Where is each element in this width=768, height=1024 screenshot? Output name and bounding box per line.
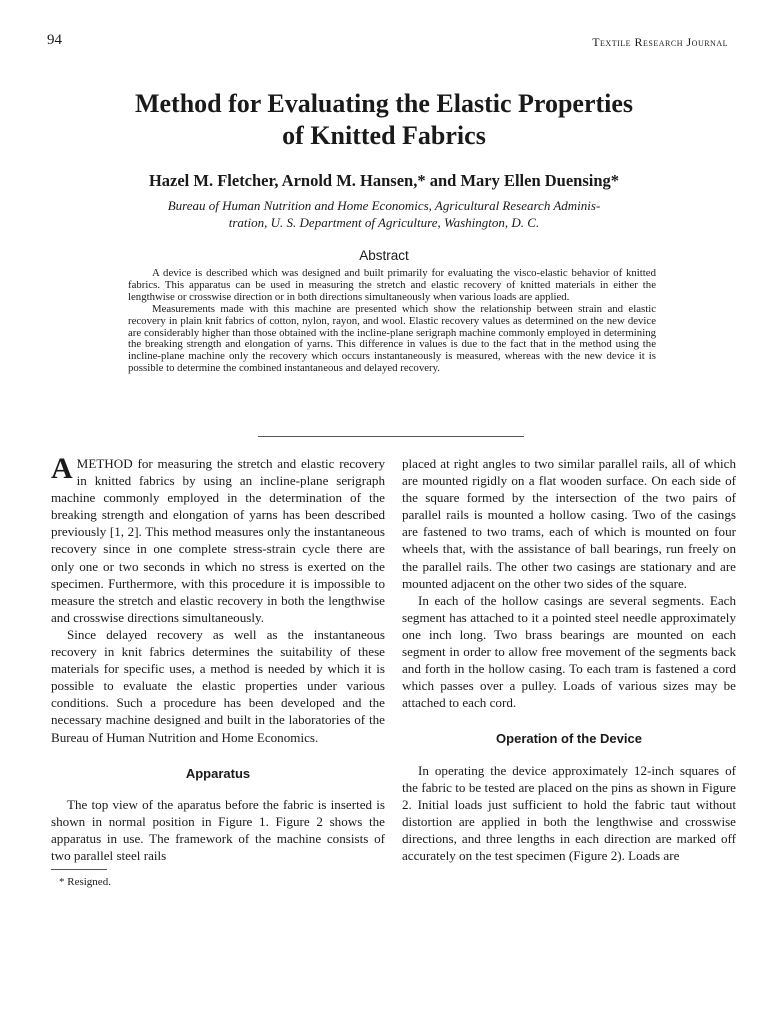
body-paragraph-6: In operating the device approximately 12-inch squares of the fabric to be tested are placed on the pins as shown in Figure 2. Initial loads just sufficient to hold the fabric taut without distortion are applied in both the lengthwise and crosswise directions, and three lengths in each direction are marked off accurately on the test specimen (Figure 2). Loads are	[402, 762, 736, 863]
title-line-1: Method for Evaluating the Elastic Properties	[134, 89, 634, 118]
section-divider	[258, 436, 524, 437]
abstract-heading: Abstract	[359, 248, 409, 263]
section-heading-operation: Operation of the Device	[496, 731, 642, 747]
abstract	[128, 268, 656, 375]
body-column-right	[402, 455, 736, 864]
body-paragraph-3: The top view of the aparatus before the fabric is inserted is shown in normal position in Figure 1. Figure 2 shows the apparatus in use. The framework of the machine consists of two parallel steel rails	[51, 796, 385, 863]
article-title	[40, 88, 728, 152]
affiliation-line-1: Bureau of Human Nutrition and Home Economics, Agricultural Research Adminis-	[167, 198, 601, 213]
journal-name: Textile Research Journal	[592, 35, 728, 49]
drop-cap: A	[51, 452, 73, 485]
affiliation	[120, 197, 648, 231]
body-paragraph-1	[51, 452, 385, 626]
title-line-2: of Knitted Fabrics	[282, 121, 486, 150]
body-paragraph-4: placed at right angles to two similar parallel rails, all of which are mounted rigidly on a flat wooden surface. On each side of the square formed by the intersection of the two pairs of parallel rails is mounted a hollow casing. Two of the casings are fastened to two trams, each of which is mounted on four wheels that, with the assistance of ball bearings, run freely on the parallel rails. The other two casings are stationary and are mounted adjacent on the other two sides of the square.	[402, 456, 736, 591]
abstract-paragraph-2: Measurements made with this machine are presented which show the relationship between strain and elastic recovery in plain knit fabrics of cotton, nylon, rayon, and wool. Elastic recovery values as determined on the new device are considerably higher than those obtained with the incline-plane serigraph machine commonly employed in determining the breaking strength and elongation of yarns. This difference in values is due to the fact that in the method using the incline-plane machine only the recovery which occurs instantaneously is measured, whereas with the new device it is possible to determine the combined instantaneous and delayed recovery.	[128, 302, 656, 375]
footnote: * Resigned.	[59, 876, 111, 889]
body-column-left	[51, 452, 385, 891]
abstract-paragraph-1: A device is described which was designed and built primarily for evaluating the visco-elastic behavior of knitted fabrics. This apparatus can be used in measuring the stretch and elastic recovery of knitted materials in either the lengthwise or crosswise direction or in both directions simultaneously when various loads are applied.	[128, 267, 656, 303]
affiliation-line-2: tration, U. S. Department of Agriculture, Washington, D. C.	[228, 215, 540, 230]
author-list: Hazel M. Fletcher, Arnold M. Hansen,* and Mary Ellen Duensing*	[148, 171, 620, 190]
body-paragraph-2: Since delayed recovery as well as the instantaneous recovery in knit fabrics determines the suitability of these materials for specific uses, a method is needed by which it is possible to evaluate the elastic properties under various conditions. Such a procedure has been developed and the necessary machine designed and built in the laboratories of the Bureau of Human Nutrition and Home Economics.	[51, 626, 385, 745]
page-number: 94	[47, 32, 62, 48]
body-paragraph-1-text: METHOD for measuring the stretch and elastic recovery in knitted fabrics by using an incline-plane serigraph machine commonly employed in the determination of the breaking strength and elongation of yarns has been described previously [1, 2]. This method measures only the instantaneous recovery since in one complete stress-strain cycle there are only one or two seconds in which no stress is exerted on the specimen. Furthermore, with this procedure it is impossible to measure the stretch and elastic recovery in both the lengthwise and crosswise directions simultaneously.	[51, 456, 385, 625]
footnote-rule	[51, 869, 107, 870]
body-paragraph-5: In each of the hollow casings are several segments. Each segment has attached to it a pointed steel needle approximately one inch long. Two brass bearings are mounted on each segment in order to allow free movement of the segments back and forth in the hollow casing. To each tram is fastened a cord which passes over a pulley. Loads of various sizes may be attached to each cord.	[402, 592, 736, 711]
section-heading-apparatus: Apparatus	[185, 765, 251, 781]
